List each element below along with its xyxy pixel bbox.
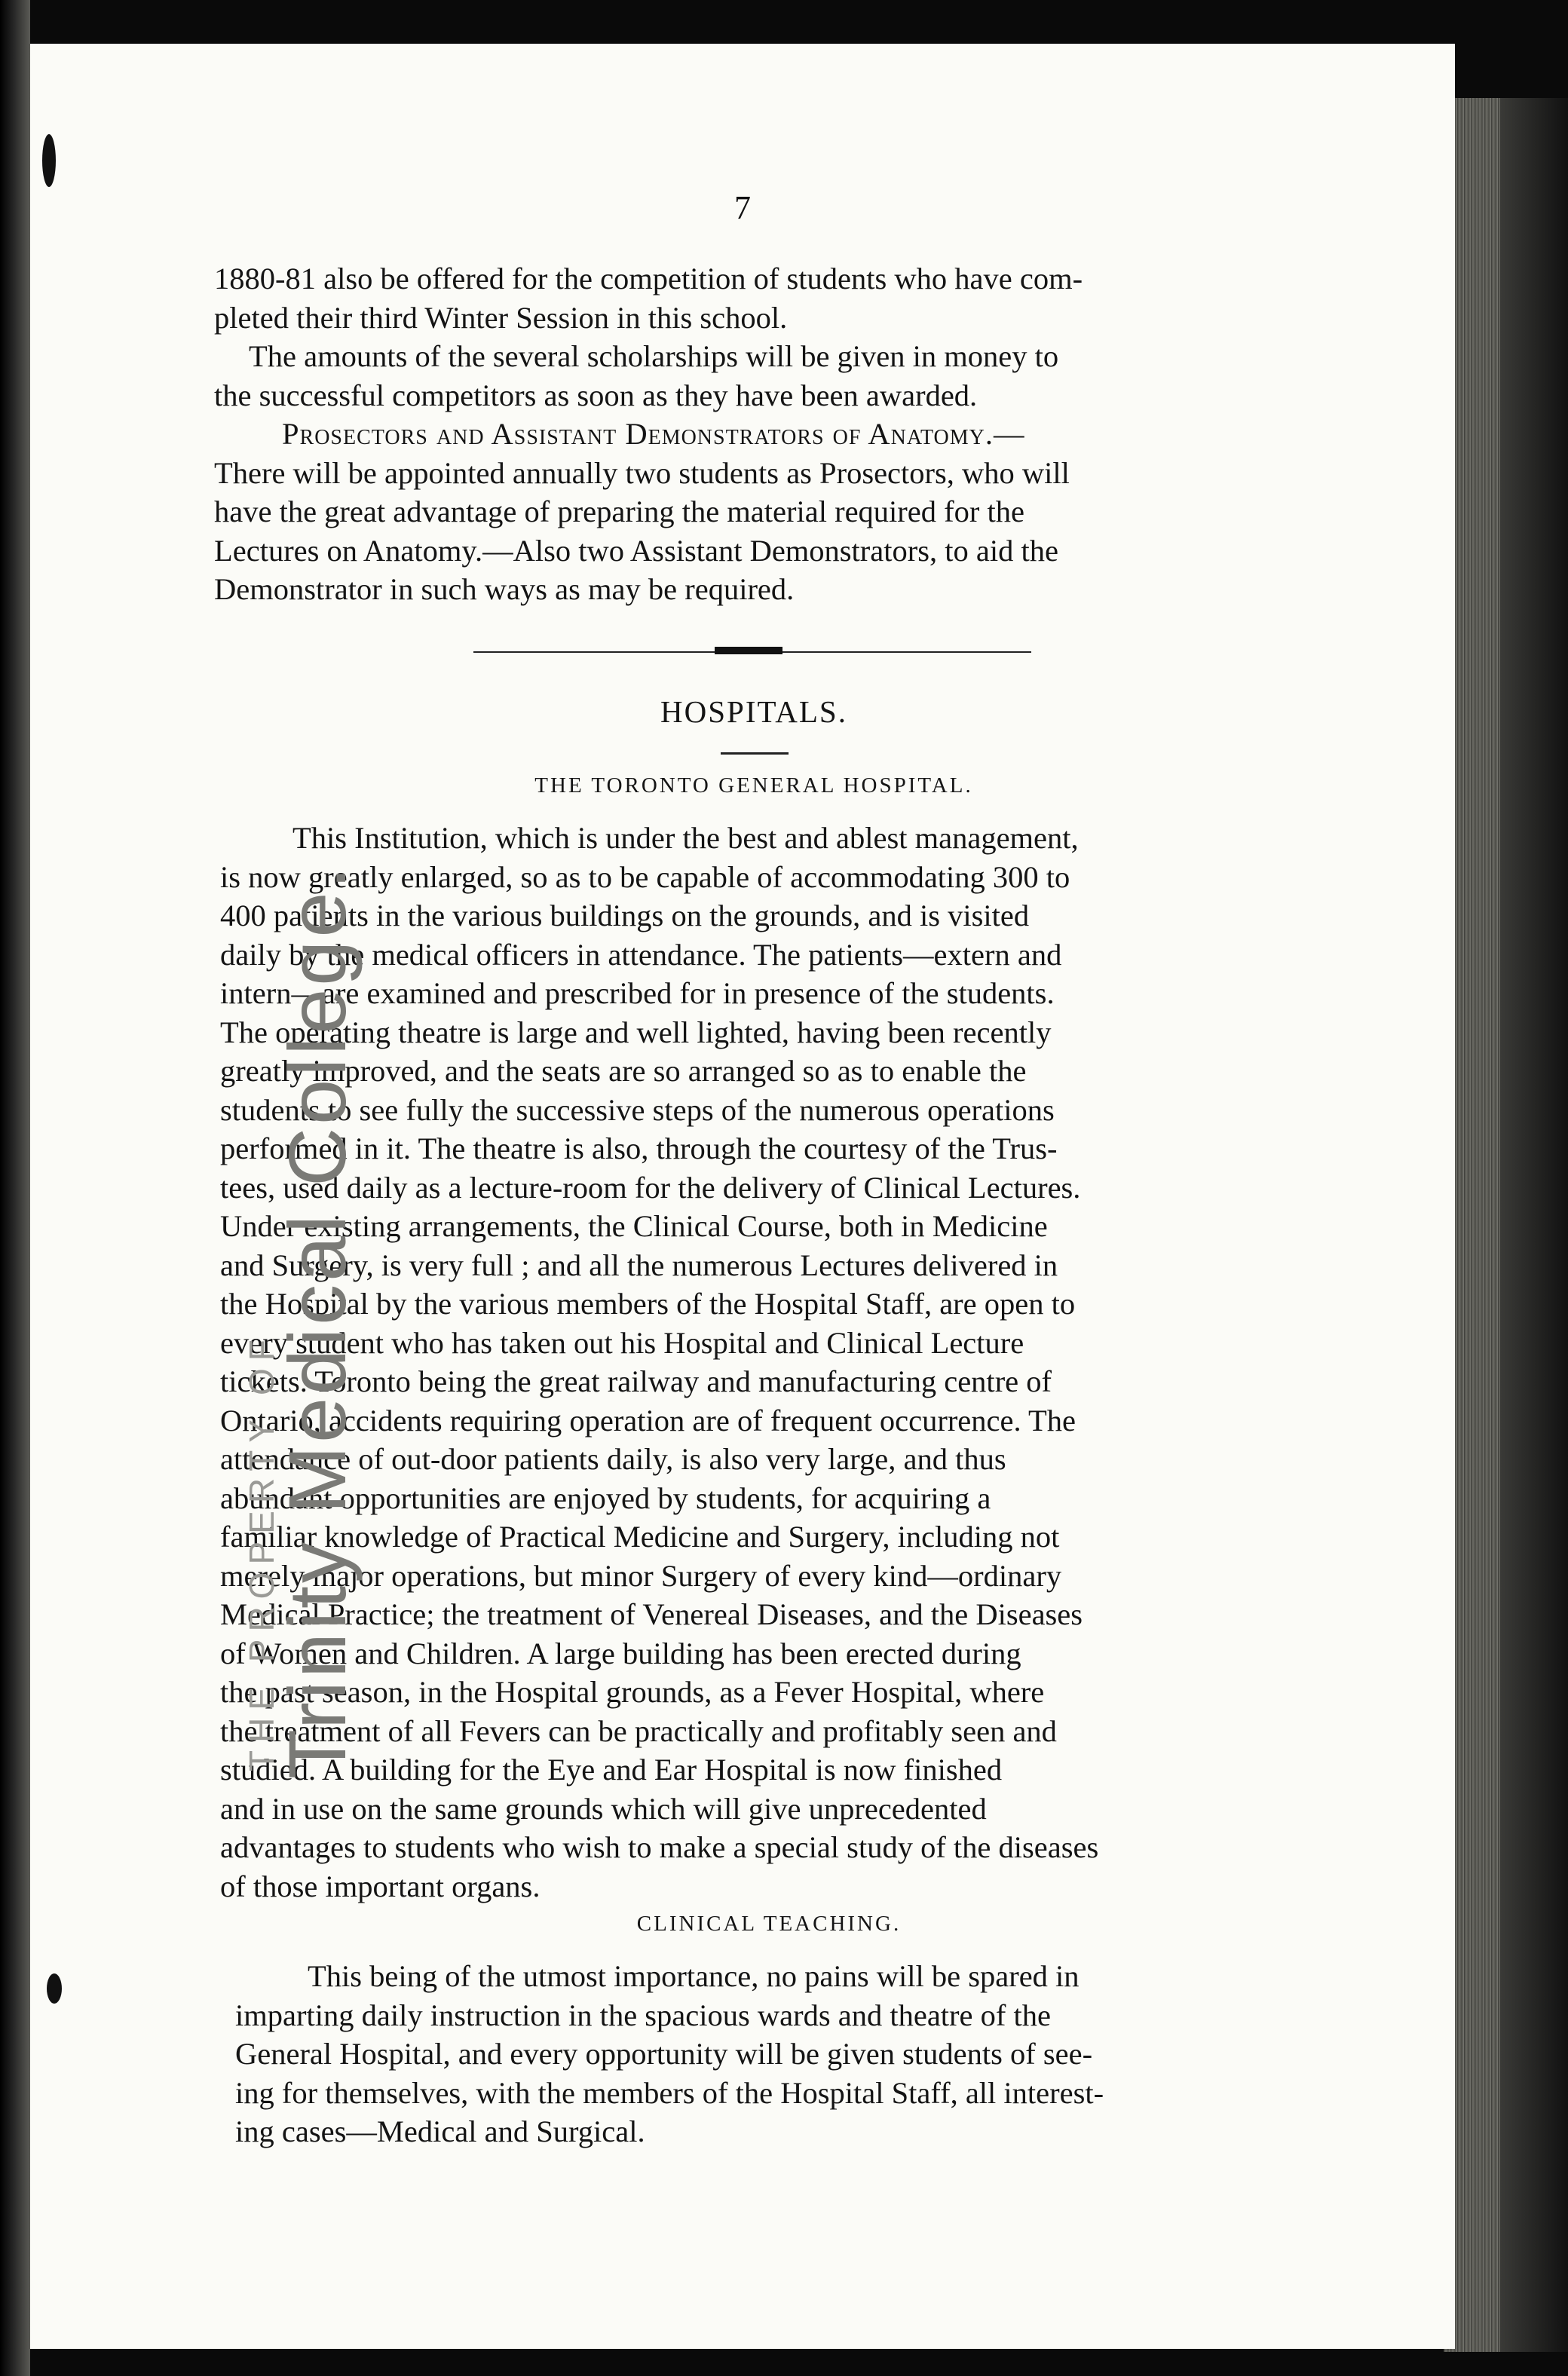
text-line: and Surgery, is very full ; and all the numerous Lectures delivered in — [220, 1248, 1058, 1282]
text-line: of those important organs. — [220, 1869, 541, 1903]
text-line: imparting daily instruction in the spacious wards and theatre of the — [235, 1998, 1051, 2032]
ink-blot — [47, 1973, 62, 2004]
text-line: performed in it. The theatre is also, through the courtesy of the Trus- — [220, 1131, 1058, 1165]
text-line: the past season, in the Hospital grounds, as a Fever Hospital, where — [220, 1675, 1045, 1709]
title-underline — [721, 752, 789, 755]
text-line: Lectures on Anatomy.—Also two Assistant Demonstrators, to aid the — [214, 533, 1058, 568]
text-line: of Women and Children. A large building has been erected during — [220, 1636, 1021, 1670]
text-line: have the great advantage of preparing the material required for the — [214, 494, 1024, 528]
clinical-section — [235, 1957, 1313, 2151]
section-title-hospitals: HOSPITALS. — [660, 694, 847, 729]
text-line: students to see fully the successive steps of the numerous operations — [220, 1092, 1055, 1127]
text-line: Medical Practice; the treatment of Venereal Diseases, and the Diseases — [220, 1597, 1083, 1631]
text-line: the treatment of all Fevers can be practically and profitably seen and — [220, 1713, 1057, 1748]
text-line: greatly improved, and the seats are so arranged so as to enable the — [220, 1054, 1027, 1088]
section-divider-accent — [715, 647, 782, 654]
text-line: 400 patients in the various buildings on the grounds, and is visited — [220, 899, 1030, 932]
paragraph-prosectors — [214, 415, 1285, 609]
paragraph-clinical — [235, 1957, 1313, 2151]
page-gutter-shadow — [0, 0, 30, 2376]
text-line: tees, used daily as a lecture-room for the delivery of Clinical Lectures. — [220, 1170, 1081, 1205]
text-line: is now greatly enlarged, so as to be capable of accommodating 300 to — [220, 859, 1070, 894]
text-line: intern—are examined and prescribed for in presence of the students. — [220, 976, 1055, 1010]
text-line: pleted their third Winter Session in this school. — [214, 300, 788, 335]
text-line: 1880-81 also be offered for the competition of students who have com- — [214, 262, 1083, 295]
text-line: merely major operations, but minor Surgery of every kind—ordinary — [220, 1558, 1062, 1593]
text-line: ing for themselves, with the members of the Hospital Staff, all interest- — [235, 2075, 1104, 2110]
prosectors-heading: Prosectors and Assistant Demonstrators of Anatomy.— — [282, 417, 1025, 451]
text-line: the Hospital by the various members of the Hospital Staff, are open to — [220, 1287, 1076, 1321]
text-line: tickets. Toronto being the great railway and manufacturing centre of — [220, 1364, 1052, 1398]
stamp-property-text: THE PROPERTY OF — [242, 1332, 281, 1771]
text-line: every student who has taken out his Hospital and Clinical Lecture — [220, 1325, 1024, 1360]
library-stamp — [128, 863, 363, 1779]
text-line: familiar knowledge of Practical Medicine and Surgery, including not — [220, 1520, 1060, 1554]
text-line: Ontario, accidents requiring operation are of frequent occurrence. The — [220, 1403, 1076, 1438]
text-line: advantages to students who wish to make a special study of the diseases — [220, 1830, 1099, 1864]
text-line: This Institution, which is under the best and ablest management, — [292, 821, 1079, 855]
text-line: ing cases—Medical and Surgical. — [235, 2114, 645, 2148]
paragraph-hospital — [220, 819, 1298, 1906]
page-number: 7 — [734, 189, 751, 226]
text-line: Demonstrator in such ways as may be required. — [214, 572, 795, 606]
text-line: The amounts of the several scholarships will be given in money to — [249, 339, 1059, 373]
text-line: attendance of out-door patients daily, is also very large, and thus — [220, 1442, 1006, 1476]
paragraph-continuation — [214, 259, 1285, 337]
text-line: General Hospital, and every opportunity will be given students of see- — [235, 2037, 1093, 2071]
text-line: The operating theatre is large and well lighted, having been recently — [220, 1015, 1052, 1049]
stamp-college-text: Trinity Medical College. — [271, 863, 363, 1779]
subheading-toronto-general: THE TORONTO GENERAL HOSPITAL. — [534, 773, 973, 798]
book-edge-shadow — [1500, 98, 1568, 2352]
paragraph-scholarships — [214, 337, 1285, 415]
text-line: There will be appointed annually two students as Prosectors, who will — [214, 455, 1070, 490]
text-line: and in use on the same grounds which will give unprecedented — [220, 1791, 987, 1826]
text-line: Under existing arrangements, the Clinical Course, both in Medicine — [220, 1209, 1048, 1243]
hospitals-section — [220, 819, 1298, 1906]
intro-section — [214, 259, 1285, 609]
ink-blot — [42, 134, 56, 187]
text-line: abundant opportunities are enjoyed by students, for acquiring a — [220, 1480, 991, 1515]
subheading-clinical-teaching: CLINICAL TEACHING. — [636, 1912, 902, 1936]
text-line: the successful competitors as soon as they have been awarded. — [214, 378, 978, 412]
text-line: studied. A building for the Eye and Ear Hospital is now finished — [220, 1753, 1003, 1787]
text-line: daily by the medical officers in attendance. The patients—extern and — [220, 937, 1062, 972]
text-line: This being of the utmost importance, no pains will be spared in — [308, 1959, 1080, 1993]
